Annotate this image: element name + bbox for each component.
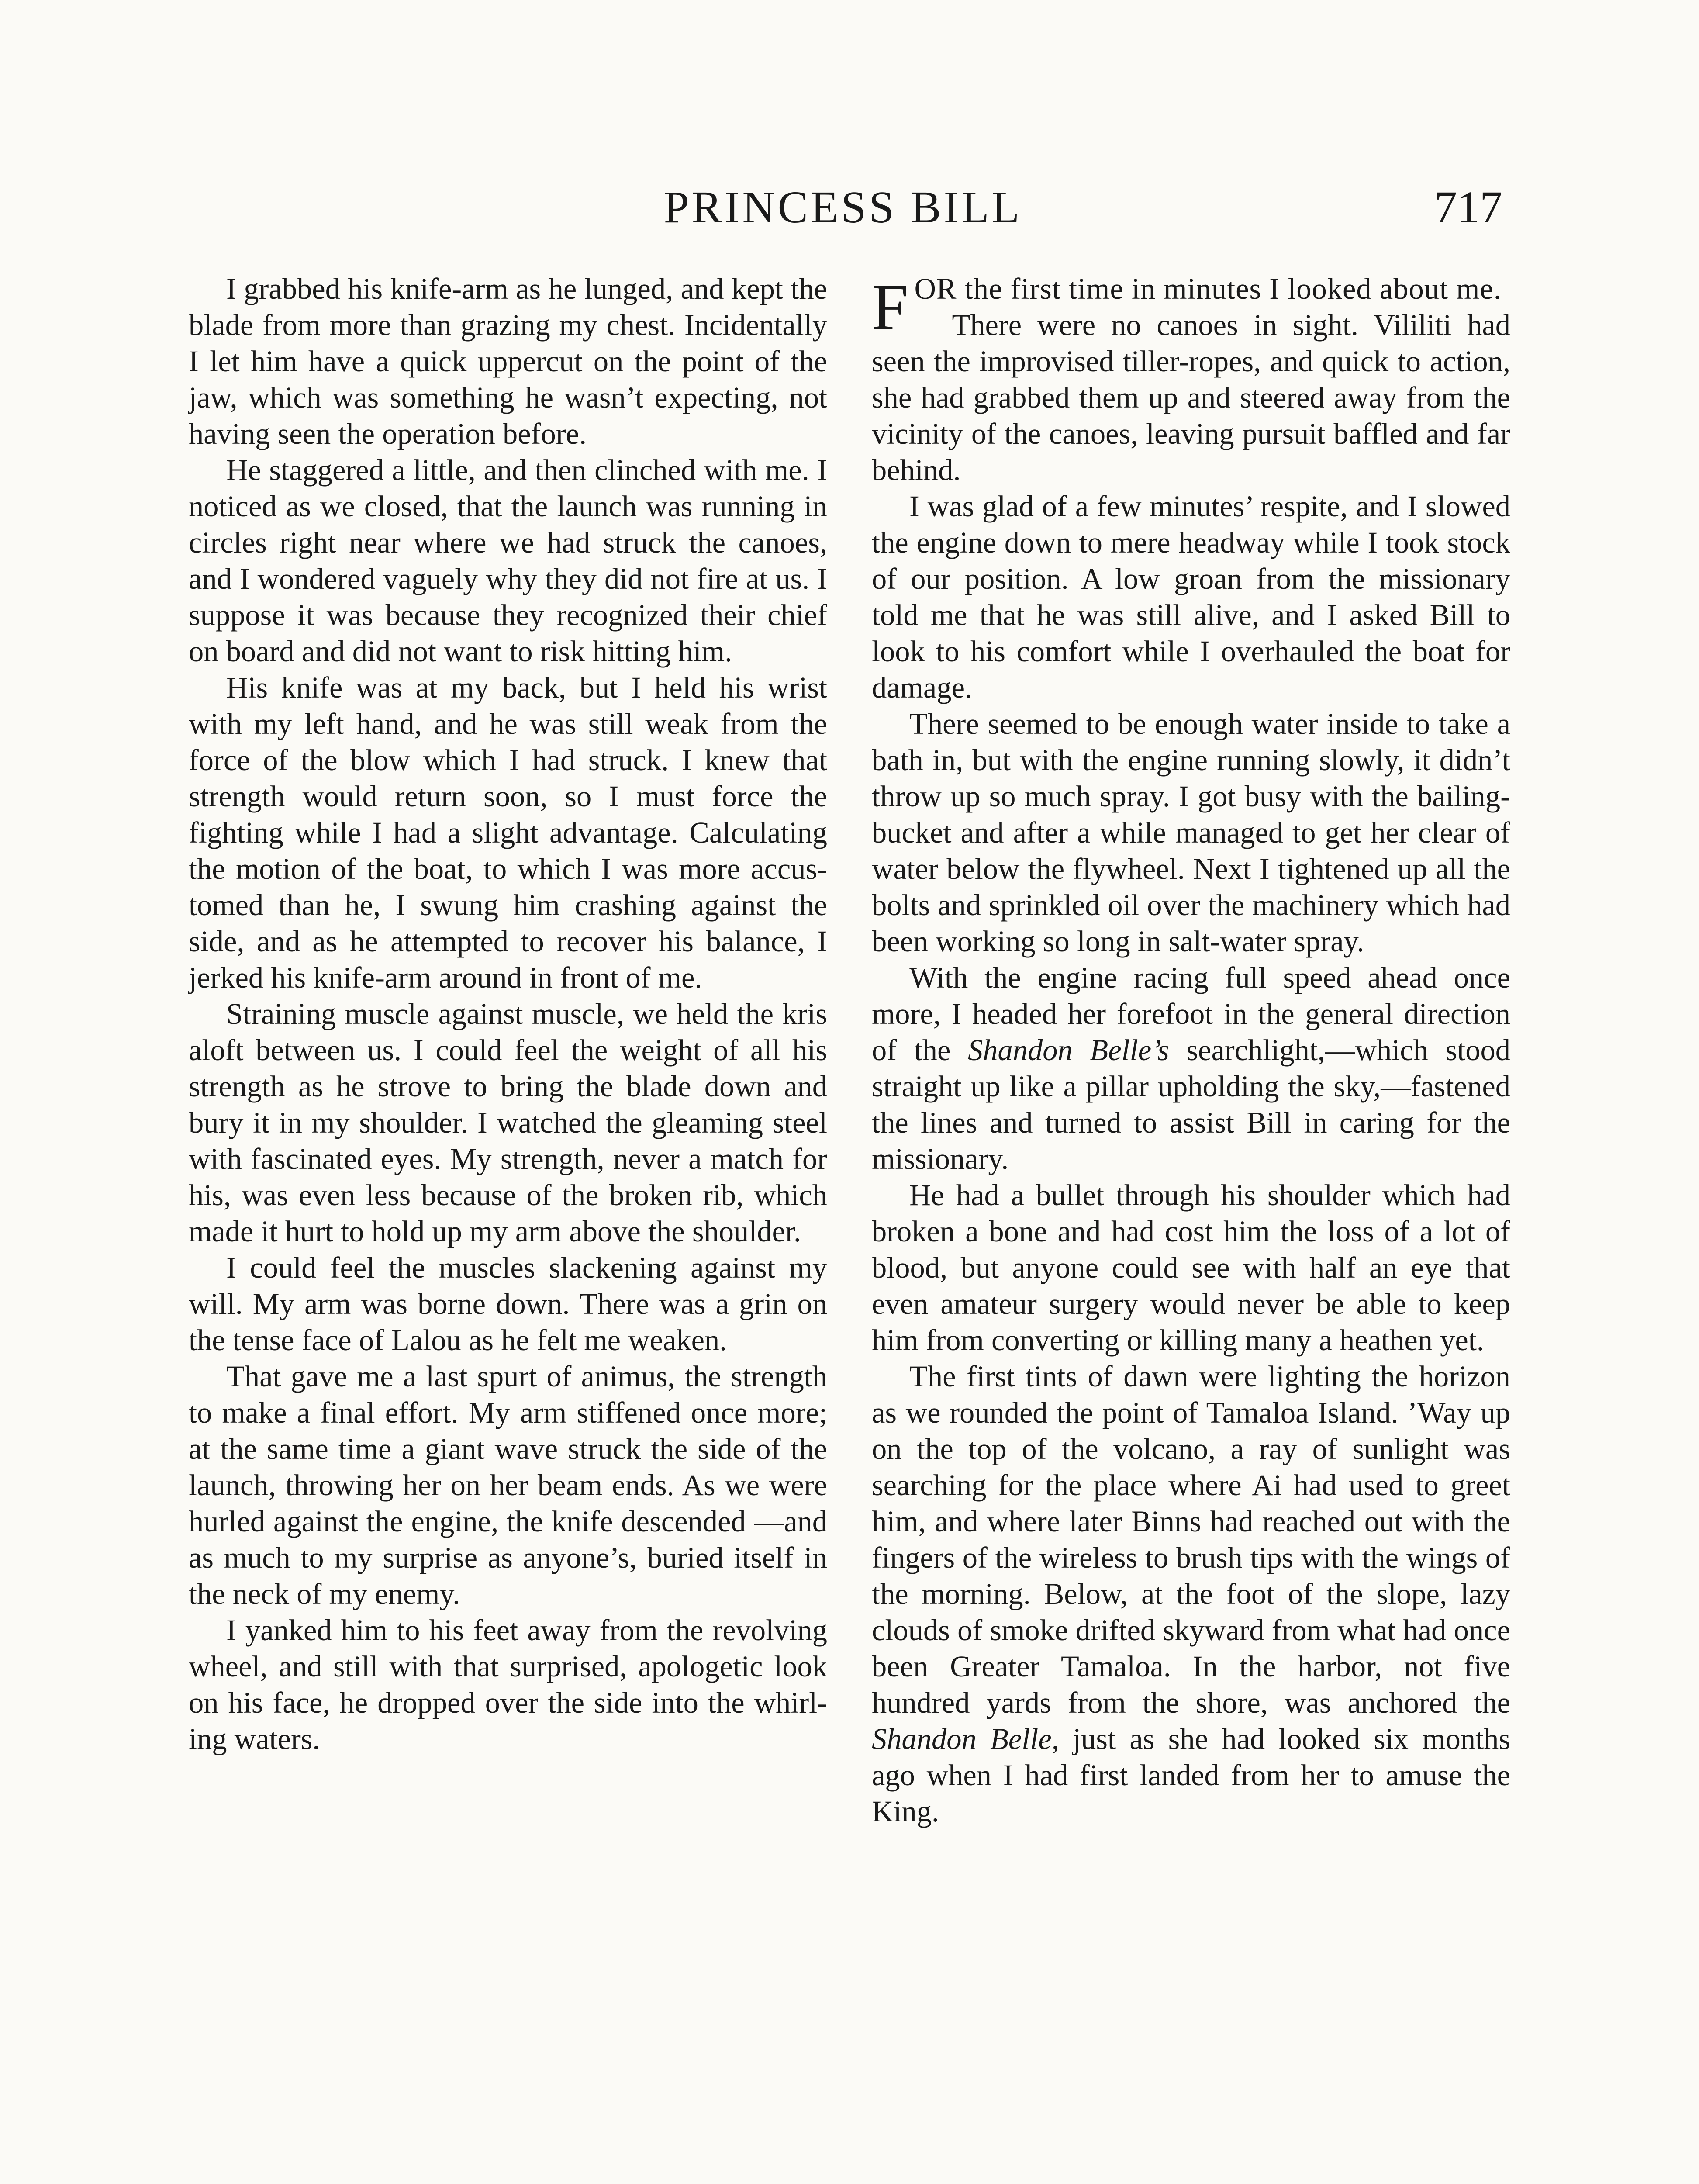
opening-paragraph: [872, 271, 1510, 343]
ship-name: Shandon Belle’s: [968, 1033, 1169, 1067]
page-header: [183, 177, 1502, 238]
paragraph: There seemed to be enough water inside to take a bath in, but with the engine running slowly, it didn’t throw up so much spray. I got busy with the bailing-bucket and after a while managed to get her clear of water below the flywheel. Next I tightened up all the bolts and sprinkled oil over the machinery which had been working so long in salt-water spray.: [872, 707, 1510, 958]
text-run: The first tints of dawn were lighting the horizon as we rounded the point of Tamaloa Island. ’Way up on the top of the volcano, a ray of sunlight was searching for the place where Ai had used to greet him, and where later Binns had reached out with the fingers of the wireless to brush tips with the wings of the morning. Below, at the foot of the slope, lazy clouds of smoke drifted skyward from what had once been Greater Tamaloa. In the harbor, not five hundred yards from the shore, was anchored the: [872, 1360, 1510, 1719]
opening-text: OR the first time in minutes I looked about me.: [914, 272, 1502, 305]
paragraph: I grabbed his knife-arm as he lunged, and kept the blade from more than grazing my chest. Incidentally I let him have a quick uppercut on the point of the jaw, which was something he wasn’t expecting, not having seen the operation before.: [189, 272, 827, 450]
paragraph: That gave me a last spurt of animus, the strength to make a final effort. My arm stiffened once more; at the same time a giant wave struck the side of the launch, throwing her on her beam ends. As we were hurled against the engine, the knife descended —and as much to my surprise as anyone’s, buried itself in the neck of my enemy.: [189, 1360, 827, 1610]
ship-name: Shandon Belle,: [872, 1722, 1059, 1755]
paragraph: I yanked him to his feet away from the revolving wheel, and still with that surprised, apologetic look on his face, he dropped over the side into the whirling waters.: [189, 1614, 827, 1755]
paragraph: There were no canoes in sight. Vililiti had seen the improvised tiller-ropes, and quick to action, she had grabbed them up and steered away from the vicinity of the canoes, leaving pursuit baffled and far behind.: [872, 308, 1510, 487]
drop-cap: F: [872, 271, 908, 343]
text-run: just as she had looked six months ago when I had first landed from her to amuse the King.: [872, 1722, 1511, 1828]
paragraph: His knife was at my back, but I held his wrist with my left hand, and he was still weak from the force of the blow which I had struck. I knew that strength would return soon, so I must force the fighting while I had a slight advantage. Calculating the motion of the boat, to which I was more accustomed than he, I swung him crashing against the side, and as he attempted to recover his balance, I jerked his knife-arm around in front of me.: [189, 671, 827, 994]
paragraph: [872, 1358, 1510, 1830]
paragraph: He had a bullet through his shoulder which had broken a bone and had cost him the loss of a lot of blood, but anyone could see with half an eye that even amateur surgery would never be able to keep him from converting or killing many a heathen yet.: [872, 1178, 1510, 1357]
left-column: [189, 271, 827, 1757]
text-run: searchlight,—which stood straight up like a pillar upholding the sky,—fastened the lines and turned to assist Bill in caring for the missionary.: [872, 1033, 1510, 1175]
paragraph: I could feel the muscles slackening against my will. My arm was borne down. There was a grin on the tense face of Lalou as he felt me weaken.: [189, 1251, 827, 1357]
running-title: PRINCESS BILL: [663, 182, 1022, 232]
paragraph: Straining muscle against muscle, we held the kris aloft between us. I could feel the weight of all his strength as he strove to bring the blade down and bury it in my shoulder. I watched the gleaming steel with fascinated eyes. My strength, never a match for his, was even less because of the broken rib, which made it hurt to hold up my arm above the shoulder.: [189, 997, 827, 1248]
paragraph: [872, 960, 1510, 1177]
text-run: With the engine racing full speed ahead once more, I headed her forefoot in the general direction of the: [872, 961, 1510, 1067]
page-number: 717: [1434, 182, 1502, 232]
paragraph: I was glad of a few minutes’ respite, and I slowed the engine down to mere headway while I took stock of our position. A low groan from the missionary told me that he was still alive, and I asked Bill to look to his comfort while I overhauled the boat for damage.: [872, 490, 1510, 704]
right-column: [872, 271, 1510, 1830]
paragraph: He staggered a little, and then clinched with me. I noticed as we closed, that the launch was running in circles right near where we had struck the canoes, and I wondered vaguely why they did not fire at us. I suppose it was because they recognized their chief on board and did not want to risk hitting him.: [189, 453, 827, 668]
